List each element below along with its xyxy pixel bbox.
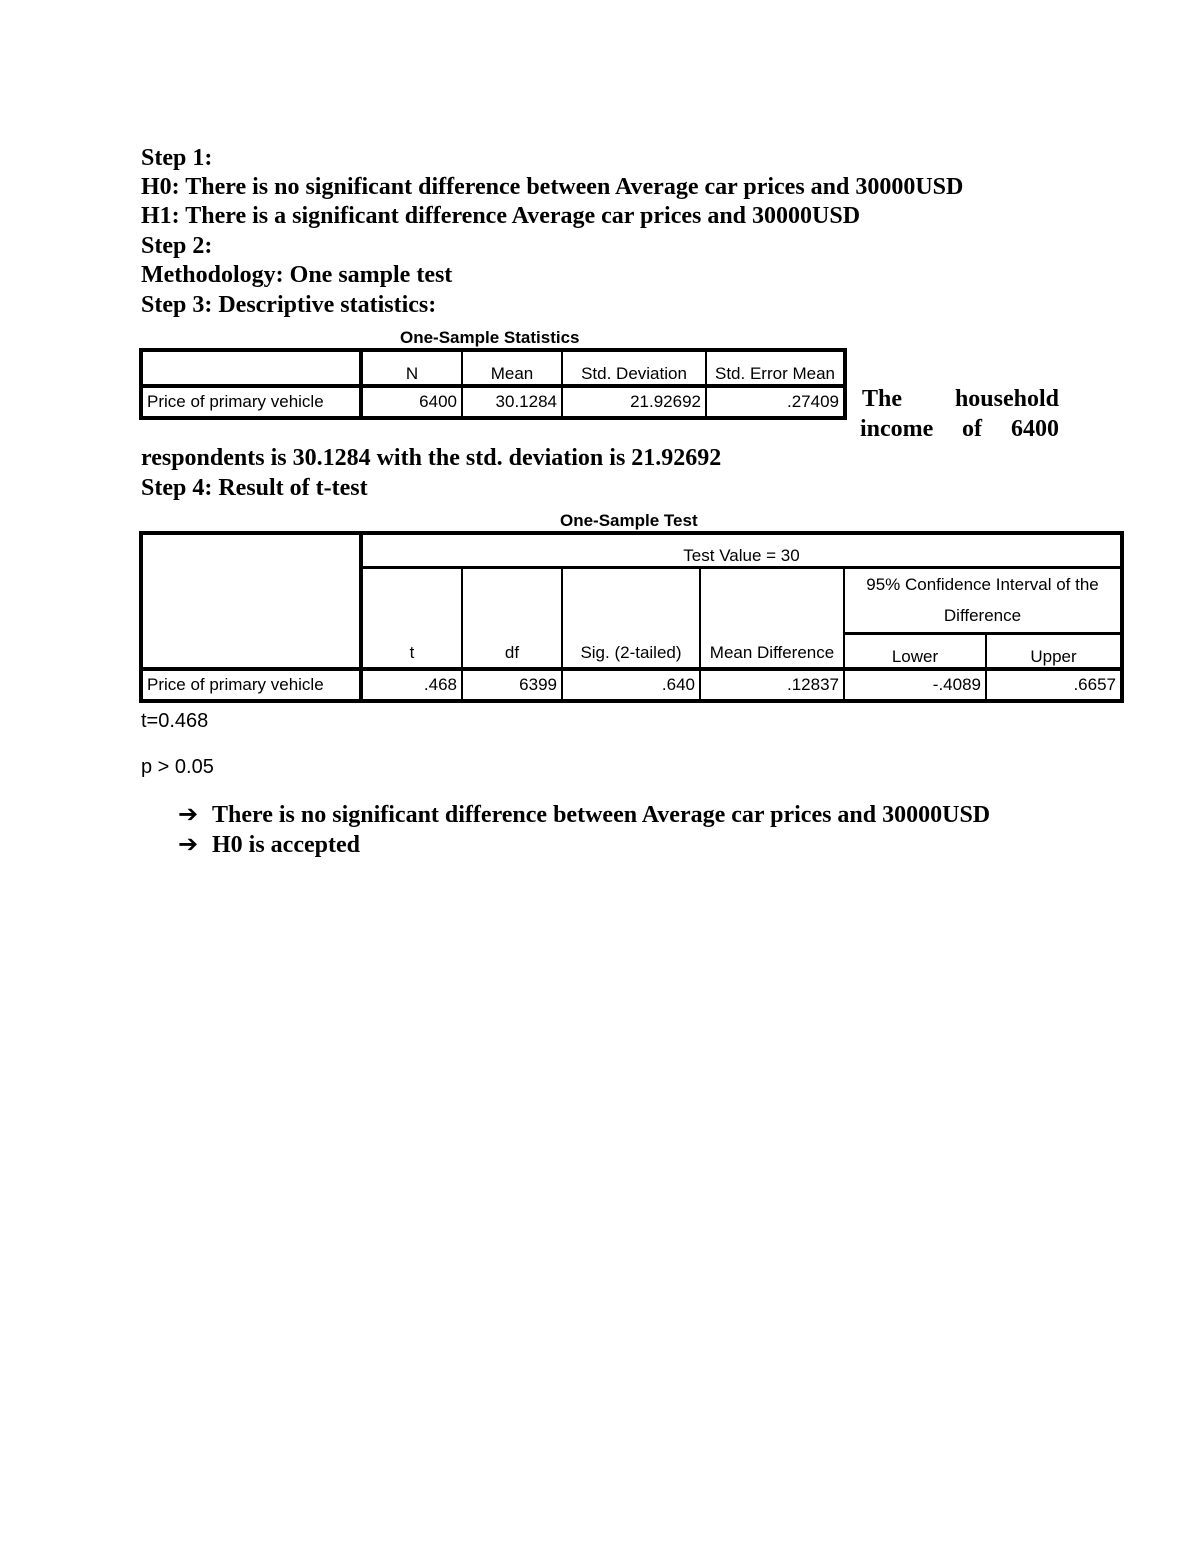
conclusion-text-1: There is no significant difference between Average car prices and 30000USD <box>212 802 991 828</box>
test-corner-cell <box>141 533 361 669</box>
p-value-text: p > 0.05 <box>141 756 214 778</box>
conclusion-text-2: H0 is accepted <box>212 832 360 858</box>
test-row-label: Price of primary vehicle <box>141 669 361 701</box>
test-table <box>139 531 1124 703</box>
stats-value-mean: 30.1284 <box>462 386 562 418</box>
test-header-df: df <box>462 567 562 669</box>
stats-table <box>139 348 847 420</box>
test-value-header: Test Value = 30 <box>361 533 1122 567</box>
test-value-upper: .6657 <box>1073 675 1116 694</box>
stats-value-std-error-mean: .27409 <box>787 392 839 411</box>
test-value-t: .468 <box>361 669 462 701</box>
side-word-6400: 6400 <box>1011 416 1059 442</box>
stats-header-n: N <box>361 350 462 386</box>
continuation-line: respondents is 30.1284 with the std. deviation is 21.92692 <box>141 445 722 471</box>
step4-heading: Step 4: Result of t-test <box>141 475 368 501</box>
step1-heading: Step 1: <box>141 145 213 171</box>
test-value-lower: -.4089 <box>844 669 986 701</box>
side-word-of: of <box>962 416 982 442</box>
test-header-mean-difference: Mean Difference <box>700 567 844 669</box>
methodology-line: Methodology: One sample test <box>141 262 453 288</box>
stats-header-std-deviation: Std. Deviation <box>562 350 706 386</box>
test-header-upper: Upper <box>1030 647 1077 666</box>
step3-heading: Step 3: Descriptive statistics: <box>141 292 437 318</box>
t-value-text: t=0.468 <box>141 710 209 732</box>
test-value-df: 6399 <box>462 669 562 701</box>
test-table-title: One-Sample Test <box>560 511 698 530</box>
test-header-ci: 95% Confidence Interval of the Difference <box>844 567 1122 633</box>
stats-value-n: 6400 <box>361 386 462 418</box>
stats-header-row <box>141 350 845 386</box>
arrow-right-icon: ➔ <box>178 830 199 858</box>
hypothesis-h0: H0: There is no significant difference between Average car prices and 30000USD <box>141 174 964 200</box>
stats-row-label: Price of primary vehicle <box>141 386 361 418</box>
conclusion-item-2 <box>178 829 360 860</box>
test-data-row <box>141 669 1122 701</box>
side-word-the: The <box>862 386 903 412</box>
conclusion-item-1 <box>178 799 990 830</box>
step2-heading: Step 2: <box>141 233 213 259</box>
stats-corner-cell <box>141 350 361 386</box>
stats-header-std-error-mean: Std. Error Mean <box>715 364 835 383</box>
test-header-lower: Lower <box>844 633 986 669</box>
stats-header-mean: Mean <box>462 350 562 386</box>
test-value-row <box>141 533 1122 567</box>
test-value-sig: .640 <box>562 669 700 701</box>
arrow-right-icon: ➔ <box>178 800 199 828</box>
side-word-household: household <box>954 386 1059 412</box>
stats-value-std-deviation: 21.92692 <box>562 386 706 418</box>
stats-table-title: One-Sample Statistics <box>400 328 580 347</box>
hypothesis-h1: H1: There is a significant difference Average car prices and 30000USD <box>141 203 861 229</box>
test-header-sig: Sig. (2-tailed) <box>562 567 700 669</box>
test-header-t: t <box>361 567 462 669</box>
side-word-income: income <box>860 416 934 442</box>
stats-data-row <box>141 386 845 418</box>
test-value-mean-difference: .12837 <box>700 669 844 701</box>
